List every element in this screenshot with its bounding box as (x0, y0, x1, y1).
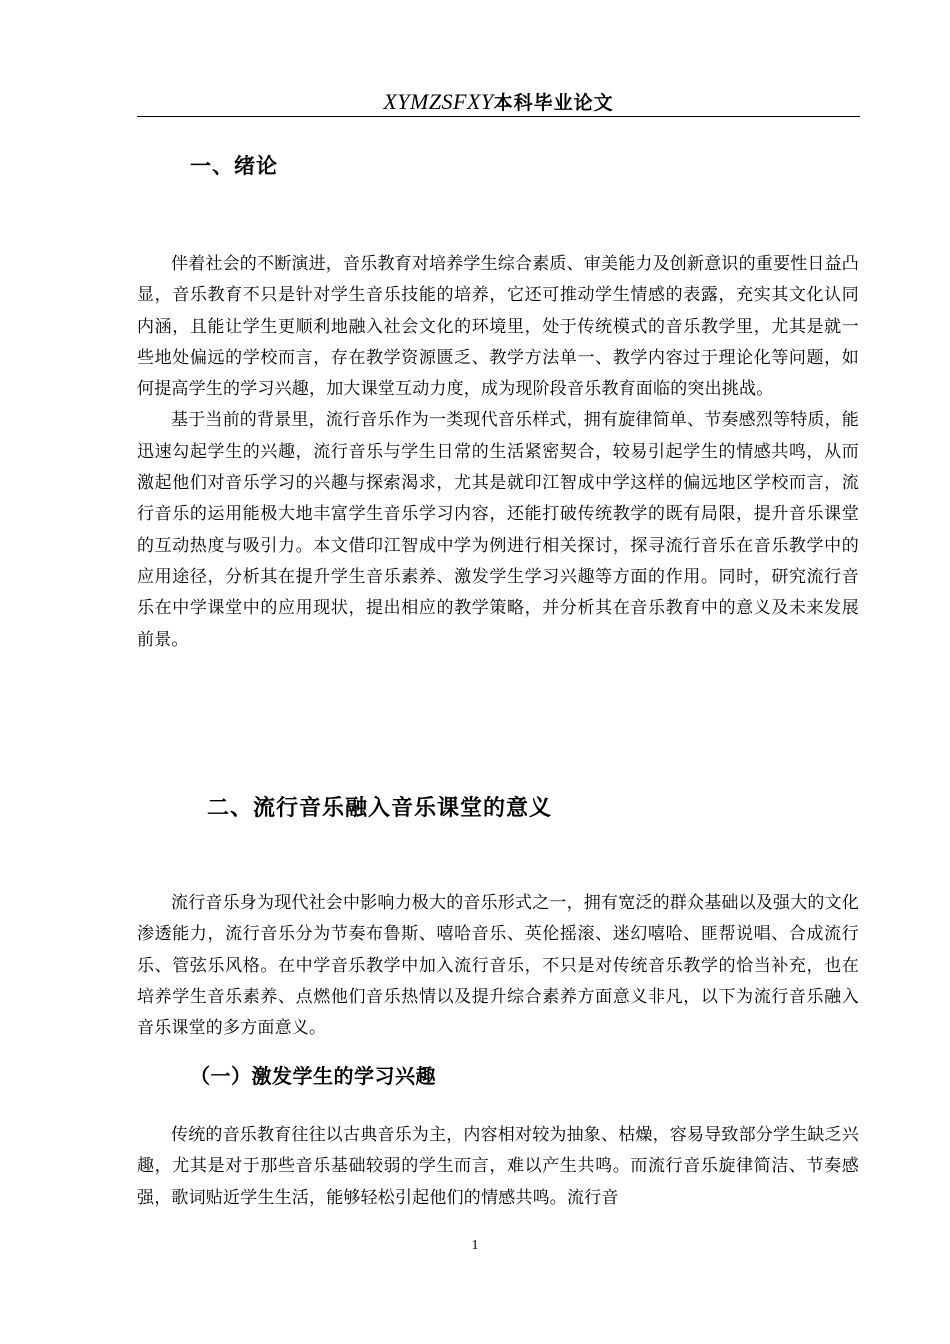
section-2-body (137, 888, 859, 1044)
section-1-paragraph-1: 伴着社会的不断演进，音乐教育对培养学生综合素质、审美能力及创新意识的重要性日益凸显，音乐教育不只是针对学生音乐技能的培养，它还可推动学生情感的表露，充实其文化认同内涵，且能让学生更顺利地融入社会文化的环境里，处于传统模式的音乐教学里，尤其是就一些地处偏远的学校而言，存在教学资源匮乏、教学方法单一、教学内容过于理论化等问题，如何提高学生的学习兴趣，加大课堂互动力度，成为现阶段音乐教育面临的突出挑战。 (137, 254, 859, 400)
section-2-heading: 二、流行音乐融入音乐课堂的意义 (207, 796, 553, 821)
section-1-body (137, 249, 859, 656)
section-1-paragraph-2: 基于当前的背景里，流行音乐作为一类现代音乐样式，拥有旋律简单、节奏感烈等特质，能迅速勾起学生的兴趣，流行音乐与学生日常的生活紧密契合，较易引起学生的情感共鸣，从而激起他们对音乐学习的兴趣与探索渴求，尤其是就印江智成中学这样的偏远地区学校而言，流行音乐的运用能极大地丰富学生音乐学习内容，还能打破传统教学的既有局限，提升音乐课堂的互动热度与吸引力。本文借印江智成中学为例进行相关探讨，探寻流行音乐在音乐教学中的应用途径，分析其在提升学生音乐素养、激发学生学习兴趣等方面的作用。同时，研究流行音乐在中学课堂中的应用现状，提出相应的教学策略，并分析其在音乐教育中的意义及未来发展前景。 (137, 410, 859, 650)
section-2-paragraph-1: 流行音乐身为现代社会中影响力极大的音乐形式之一，拥有宽泛的群众基础以及强大的文化渗透能力，流行音乐分为节奏布鲁斯、嘻哈音乐、英伦摇滚、迷幻嘻哈、匪帮说唱、合成流行乐、管弦乐风格。在中学音乐教学中加入流行音乐，不只是对传统音乐教学的恰当补充，也在培养学生音乐素养、点燃他们音乐热情以及提升综合素养方面意义非凡，以下为流行音乐融入音乐课堂的多方面意义。 (137, 893, 859, 1039)
header-cjk-title: 本科毕业论文 (493, 92, 614, 114)
subsection-1-heading: （一）激发学生的学习兴趣 (190, 1064, 436, 1088)
subsection-1-paragraph-1: 传统的音乐教育往往以古典音乐为主，内容相对较为抽象、枯燥，容易导致部分学生缺乏兴趣，尤其是对于那些音乐基础较弱的学生而言，难以产生共鸣。而流行音乐旋律简洁、节奏感强，歌词贴近学生生活，能够轻松引起他们的情感共鸣。流行音 (137, 1125, 859, 1208)
page-number: 1 (471, 1238, 479, 1253)
section-1-heading: 一、绪论 (190, 154, 278, 178)
subsection-1-body (137, 1120, 859, 1214)
running-header (137, 88, 860, 117)
header-latin-title: XYMZSFXY (383, 89, 494, 114)
